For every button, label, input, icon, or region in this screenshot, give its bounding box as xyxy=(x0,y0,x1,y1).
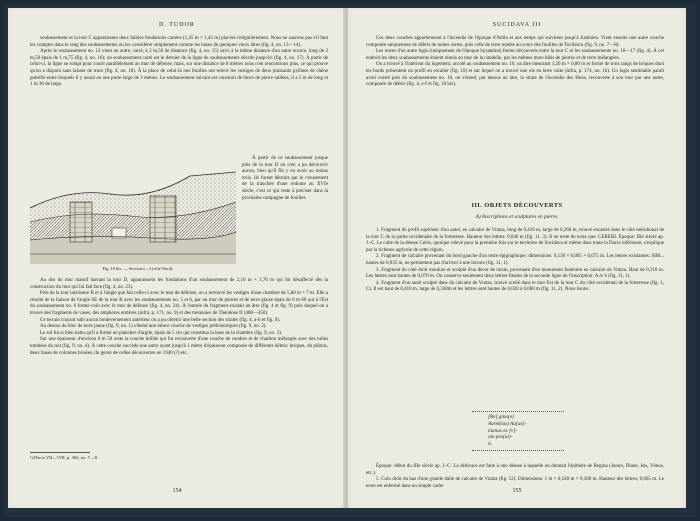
paragraph: À partir de ce soubassement jusque près de la tour D on n'en a pu découvrir aucun, bien qu'il fût y en avoir au moins trois. Ils furent détruits par le creusement de la tranchée d'une redoute au XVIe siècle, c'est ce qui reste à préciser dans la prochaine campagne de fouilles. xyxy=(242,156,328,201)
paragraph: 4. Fragment d'un autel sculpté dans du calcaire de Vratza, trouvé scellé dans le mur Est de la tour C du côté occidental de la forteresse (fig. 1, C). Il est haut de 0,410 m, large de 0,330m et les lettres sont hautes de 0,020 à 0,060 m (fig. 11, 2). Nous lisons: xyxy=(366,280,664,293)
page-number-right: 155 xyxy=(512,488,522,494)
paragraph: Au dessus du bloc de terre jaune (fig. 9, no. 1) s'étend une mince couche de vestiges préhistoriques (fig. 9, no. 2). xyxy=(40,324,267,330)
running-head-right: SUCIDAVA III xyxy=(492,22,542,28)
subsection-heading: A) Inscriptions et sculptures en pierre. xyxy=(475,214,559,220)
right-body-mid xyxy=(366,228,664,294)
section-drawing-figure xyxy=(30,158,236,264)
right-page xyxy=(348,8,686,508)
left-body-top xyxy=(30,36,328,89)
left-body-bottom xyxy=(30,278,328,357)
inscription-line: nianus ex [v]- xyxy=(488,427,518,434)
right-body-bottom xyxy=(366,464,664,490)
paragraph: Le sol fut si bien battu qu'il a formé un plancher d'argile, épais de 5 cm qui constitua la base de la chambre (fig. 9, no. 3). xyxy=(40,330,283,336)
inscription-rule-bottom xyxy=(472,450,564,451)
footnote: ¹) Dacia VII—VIII, p. 366, no. 7—8. xyxy=(30,455,99,460)
paragraph: Les restes d'un autre logis (uniquement de l'époque byzantine) furent découverts entre la tour C et les soubassements no. 16—17 (fig. 4). À cet endroit les deux soubassements étaient réunis au mur de la citadelle, par les mêmes murs bâtis de pierres et de terre mélangées. xyxy=(366,49,664,61)
inscription-text xyxy=(488,414,526,448)
running-head-left: D. TUDOR xyxy=(159,22,195,28)
paragraph: Au dos du mur massif barrant la tour D, apparaissent les fondations d'un soubassement de 2,10 m × 1,70 m qui fut désaffecté dès la construction du mur qui lui fait face (fig. 4, no. 23). xyxy=(30,278,328,290)
inscription-line: it. xyxy=(488,441,493,448)
inscription-line: Aurel(ius) Au[us]- xyxy=(488,420,527,427)
paragraph: 2. Fragment de calcaire provenant du bord gauche d'un texte épigraphique; dimensions: 0,130 × 0,095 × 0,075 m. Les lettres existantes: SIM... hautes de 0,035 m, ne permettent pas d'arriver à une lecture (fig. 11, 1). xyxy=(366,254,664,266)
page-number-left: 154 xyxy=(172,488,182,494)
left-body-side xyxy=(242,156,328,202)
paragraph: soubassement et la tour C apparaissent deux faibles fondations carrées (1,45 m × 1,45 m) placées irrégulièrement. Nous ne saurons pas s'il faut les compter dans le rang des soubassements ou les considérer simplement comme les bases de quelques vieux âtres (fig. 4, no. 13—14). xyxy=(30,36,328,48)
paragraph: Après le soubassement no. 12 vient un autre, carré, à 2 m,50 de distance (fig. 4, no. 15) suivi à la même distance d'un autre encore, long de 2 m,50 épais de 1 m,75 (fig. 4, no. 16); un soubassement carré est le dernier de la ligne de soubassements décrite jusqu'ici (fig. 4, no. 17). À partir de celui-ci, la ligne se rompt pour courir parallèlement au mur de défense, mais, sur une distance de 8 mètres nous n'en rencontrons plus, ce qui prouve qu'on a disparu sans laisser de trace (fig. 4, no. 18). À la place de celui-là nos fouilles ont relevé les vestiges de deux puissants pylônes de chêne putréfié entre lesquels il y aurait eu une porte large de 3 mètres. Le soubassement suivant est construit de blocs de pierre taillées, il a 5 m de long et 1 m 30 de large. xyxy=(30,49,328,88)
section-heading: III. OBJETS DÉCOUVERTS xyxy=(471,202,563,209)
right-body-top xyxy=(366,36,664,89)
paragraph: Époque: début du IIIe siècle ap. J.-C. La dédicace est faite à une déesse à laquelle on donnait l'épithète de Regina (Junon, Diane, Isis, Vénus, etc.). xyxy=(366,464,664,476)
inscription-rule-top xyxy=(472,411,564,412)
paragraph: 1. Fragment du profil supérieur d'un autel, en calcaire de Vratza, long de 0,410 m, large de 0,260 m, trouvé encastré dans le côté méridional de la tour C de la partie occidentale de la forteresse. Hauteur des lettres: 0,040 m (fig. 11, 3). Il ne reste du texte que: CERERI. Époque: IIIe siècle ap. J.-C. Le culte de la déesse Cérès, quoique relevé pour la première fois sur le territoire de Sucidava et même dans toute la Dacie inférieure, s'explique par la richesse agricole de cette région. xyxy=(366,228,664,253)
figure-caption: Fig. 10 bis. — Section e—f (côté Nord). xyxy=(102,266,174,271)
inscription-line: [Re] gina(e) xyxy=(488,414,514,420)
paragraph: Ce terrain n'ayant subi aucun bouleversement antérieur on a pu obtenir une belle section des strates (fig. 4, a-b et fig. 9). xyxy=(40,317,281,323)
paragraph: Sur une épaisseur d'environ 0 m 50 reste la couche brûlée qui fut recouverte d'une couche de cendres et de charbon mélangés avec des tuiles tombées du toit (fig. 9, no. 4). À cette couche succède une autre ayant jusqu'à 1 mètre d'épaisseur composée de différents débris: briques, du plâtras, deux bases de colonnes brisées, du genre de celles découvertes en 1940 (?) etc. xyxy=(30,337,328,356)
paragraph: 3. Fragment du côté droit moulure et sculpté d'un décor de raisin, provenant d'un monument funéraire en calcaire de Vratza. Haut de 0,310 m. Les lettres sont hautes de 0,070 m. On conserve seulement deux lettres finales de la seconde ligne de l'inscription: A et S (fig. 11, 1). xyxy=(366,267,664,280)
paragraph: Ces deux couches appartiennent à l'incendie de l'époque d'Attila et aux temps qui suivirent jusqu'à Justinien. Vient ensuite une autre couche composée uniquement de débris de toutes sortes, puis celle de terre rejetée au cours des fouilles de Tocilescu (fig. 9, no. 7—8). xyxy=(366,36,664,48)
left-page xyxy=(8,8,346,508)
footnote-rule xyxy=(30,452,90,453)
paragraph: Près de la tour intérieure B et à l'angle que fait celle-ci avec le mur de défense, on a retrouvé les vestiges d'une chambre de 5,80 m × 7 m. Elle a résulté de la liaison de l'angle SE de la tour B avec les soubassements no. 5 et 6, par un mur de pierres et de terre glaise épais de 0 m 60 qui à l'Est du soubassement no. 6 forme coin avec le mur de défense (fig. 4, no. 24). À l'entrée du fragment existait un âtre (fig. 4 et fig. 9) près duquel on a trouvé des fragments de vases, des amphores entières (infra, p. 171, no. 9) et des monnaies de Théodose II (408—450). xyxy=(30,291,328,316)
inscription-line: oto pos(ui)- xyxy=(488,434,513,441)
paragraph: On a trouvé à l'intérieur du logement, accolé au soubassement no. 16, un âtre mesurant 1,20 m × 0,80 m et formé de trois rangs de briques dont les bords présentent un profil en escalier (fig. 10) et sur lequel on a trouvé une oie en terre cuite (infra, p. 174, no. 16). Un logis semblable paraît avoir existé près du soubassement no. 19, où s'étend, par dessus un âtre, la strate de l'incendie des Huns, recouverte à son tour par une autre, composée de débris (fig. 4, e-f et fig. 10 bis). xyxy=(366,62,664,88)
paragraph: 5. Coin droit du bas d'une grande dalle de calcaire de Vratza (fig. 12). Dimensions: 1 m × 0,540 m × 0,300 m. Hauteur des lettres; 0,065 m. Le texte est enfermé dans un simple cadre xyxy=(366,477,664,489)
